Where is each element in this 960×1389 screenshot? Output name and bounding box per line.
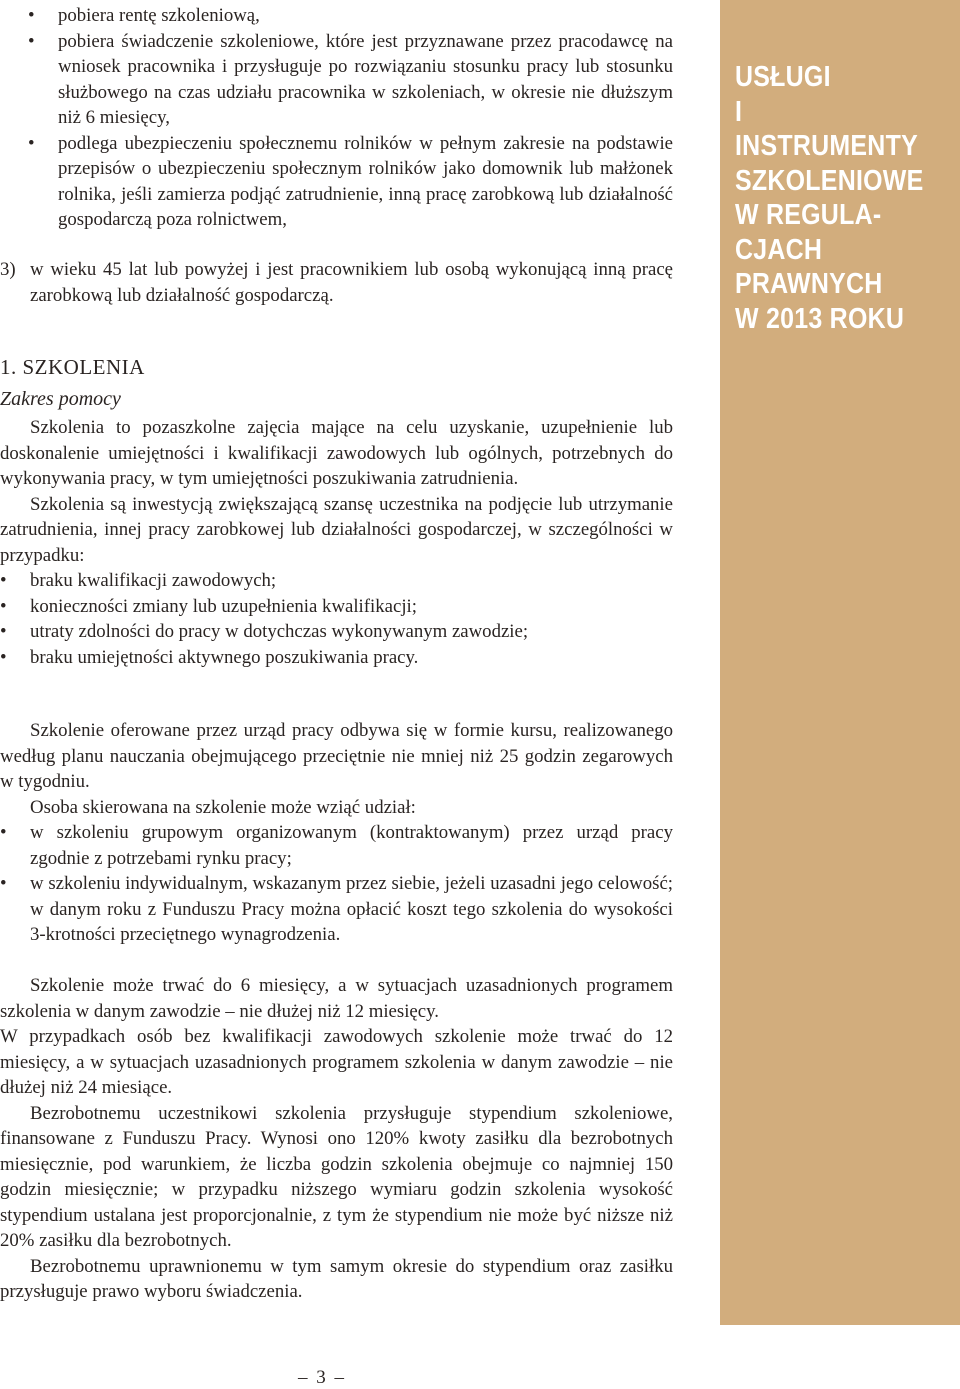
paragraph: W przypadkach osób bez kwalifikacji zawodowych szkolenie może trwać do 12 miesięcy, a w sytuacjach uzasadnionych programem szkolenia w danym zawodzie – nie dłużej niż 24 miesiące. (0, 1026, 673, 1098)
paragraph: Szkolenia to pozaszkolne zajęcia mające na celu uzyskanie, uzupełnienie lub doskonalenie umiejętności i kwalifikacji zawodowych lub ogólnych, potrzebnych do wykonywania pracy, w tym umiejętności poszukiwania zatrudnienia. (0, 417, 673, 489)
sidebar-banner (720, 0, 960, 1325)
section-szkolenia (0, 355, 673, 670)
duration-block (0, 973, 673, 1305)
bullet-icon: • (28, 30, 35, 52)
item-text: w wieku 45 lat lub powyżej i jest pracownikiem lub osobą wykonującą inną pracę zarobkową lub działalność gospodarczą. (30, 259, 673, 306)
list-item: • braku umiejętności aktywnego poszukiwania pracy. (0, 645, 673, 671)
paragraph: Bezrobotnemu uczestnikowi szkolenia przysługuje stypendium szkoleniowe, finansowane z Funduszu Pracy. Wynosi ono 120% kwoty zasiłku dla bezrobotnych miesięcznie, pod warunkiem, że liczba godzin szkolenia obejmuje co najmniej 150 godzin miesięcznie; w przypadku niższego wymiaru godzin szkolenia wysokość stypendium ustalana jest proporcjonalnie, z tym że stypendium nie może być niższe niż 20% zasiłku dla bezrobotnych. (0, 1102, 673, 1251)
list-item: • braku kwalifikacji zawodowych; (0, 568, 673, 594)
bullet-icon: • (28, 132, 35, 154)
numbered-item (0, 257, 673, 308)
sidebar-title: USŁUGI I INSTRUMENTY SZKOLENIOWE W REGULA- CJACH PRAWNYCH W 2013 ROKU (735, 61, 924, 335)
page-number: – 3 – (298, 1367, 346, 1388)
list-item: • utraty zdolności do pracy w dotychczas wykonywanym zawodzie; (0, 619, 673, 645)
bullet-icon: • (28, 5, 35, 26)
bullet-icon: • (0, 646, 7, 668)
paragraph: Szkolenie może trwać do 6 miesięcy, a w sytuacjach uzasadnionych programem szkolenia w danym zawodzie – nie dłużej niż 12 miesięcy. (0, 975, 673, 1022)
bullet-icon: • (0, 621, 7, 642)
bullet-icon: • (0, 873, 7, 894)
paragraph: Osoba skierowana na szkolenie może wziąć udział: (30, 796, 416, 818)
paragraph: Bezrobotnemu uprawnionemu w tym samym okresie do stypendium oraz zasiłku przysługuje prawo wyboru świadczenia. (0, 1255, 673, 1302)
list-item: • w szkoleniu indywidualnym, wskazanym przez siebie, jeżeli uzasadni jego celowość; w danym roku z Funduszu Pracy można opłacić koszt tego szkolenia do wysokości 3-krotności przeciętnego wynagrodzenia. (0, 873, 673, 945)
top-list (28, 3, 673, 233)
bullet-icon: • (0, 595, 7, 617)
bullet-icon: • (0, 570, 7, 591)
list-item: • pobiera świadczenie szkoleniowe, które jest przyznawane przez pracodawcę na wniosek pracownika i przysługuje po rozwiązaniu stosunku pracy lub stosunku służbowego na czas udziału pracownika w szkoleniach, w okresie nie dłuższym niż 6 miesięcy, (28, 30, 673, 128)
list-item: • pobiera rentę szkoleniową, (28, 3, 673, 29)
list-item: • konieczności zmiany lub uzupełnienia kwalifikacji; (0, 594, 673, 620)
list-item: • podlega ubezpieczeniu społecznemu rolników w pełnym zakresie na podstawie przepisów o ubezpieczeniu społecznym rolników jako domownik lub małżonek rolnika, jeśli zamierza podjąć zatrudnienie, inną pracę zarobkową lub działalność gospodarczą poza rolnictwem, (28, 132, 673, 230)
section-subtitle: Zakres pomocy (0, 387, 121, 410)
item-number: 3) (0, 259, 16, 280)
course-block (0, 718, 673, 948)
list-item: • w szkoleniu grupowym organizowanym (kontraktowanym) przez urząd pracy zgodnie z potrzebami rynku pracy; (0, 822, 673, 869)
paragraph: Szkolenia są inwestycją zwiększającą szansę uczestnika na podjęcie lub utrzymanie zatrudnienia, innej pracy zarobkowej lub działalności gospodarczej, w szczególności w przypadku: (0, 493, 673, 566)
paragraph: Szkolenie oferowane przez urząd pracy odbywa się w formie kursu, realizowanego według planu nauczania obejmującego przeciętnie nie mniej niż 25 godzin zegarowych w tygodniu. (0, 720, 673, 792)
bullet-icon: • (0, 822, 7, 843)
section-title: 1. SZKOLENIA (0, 355, 145, 379)
